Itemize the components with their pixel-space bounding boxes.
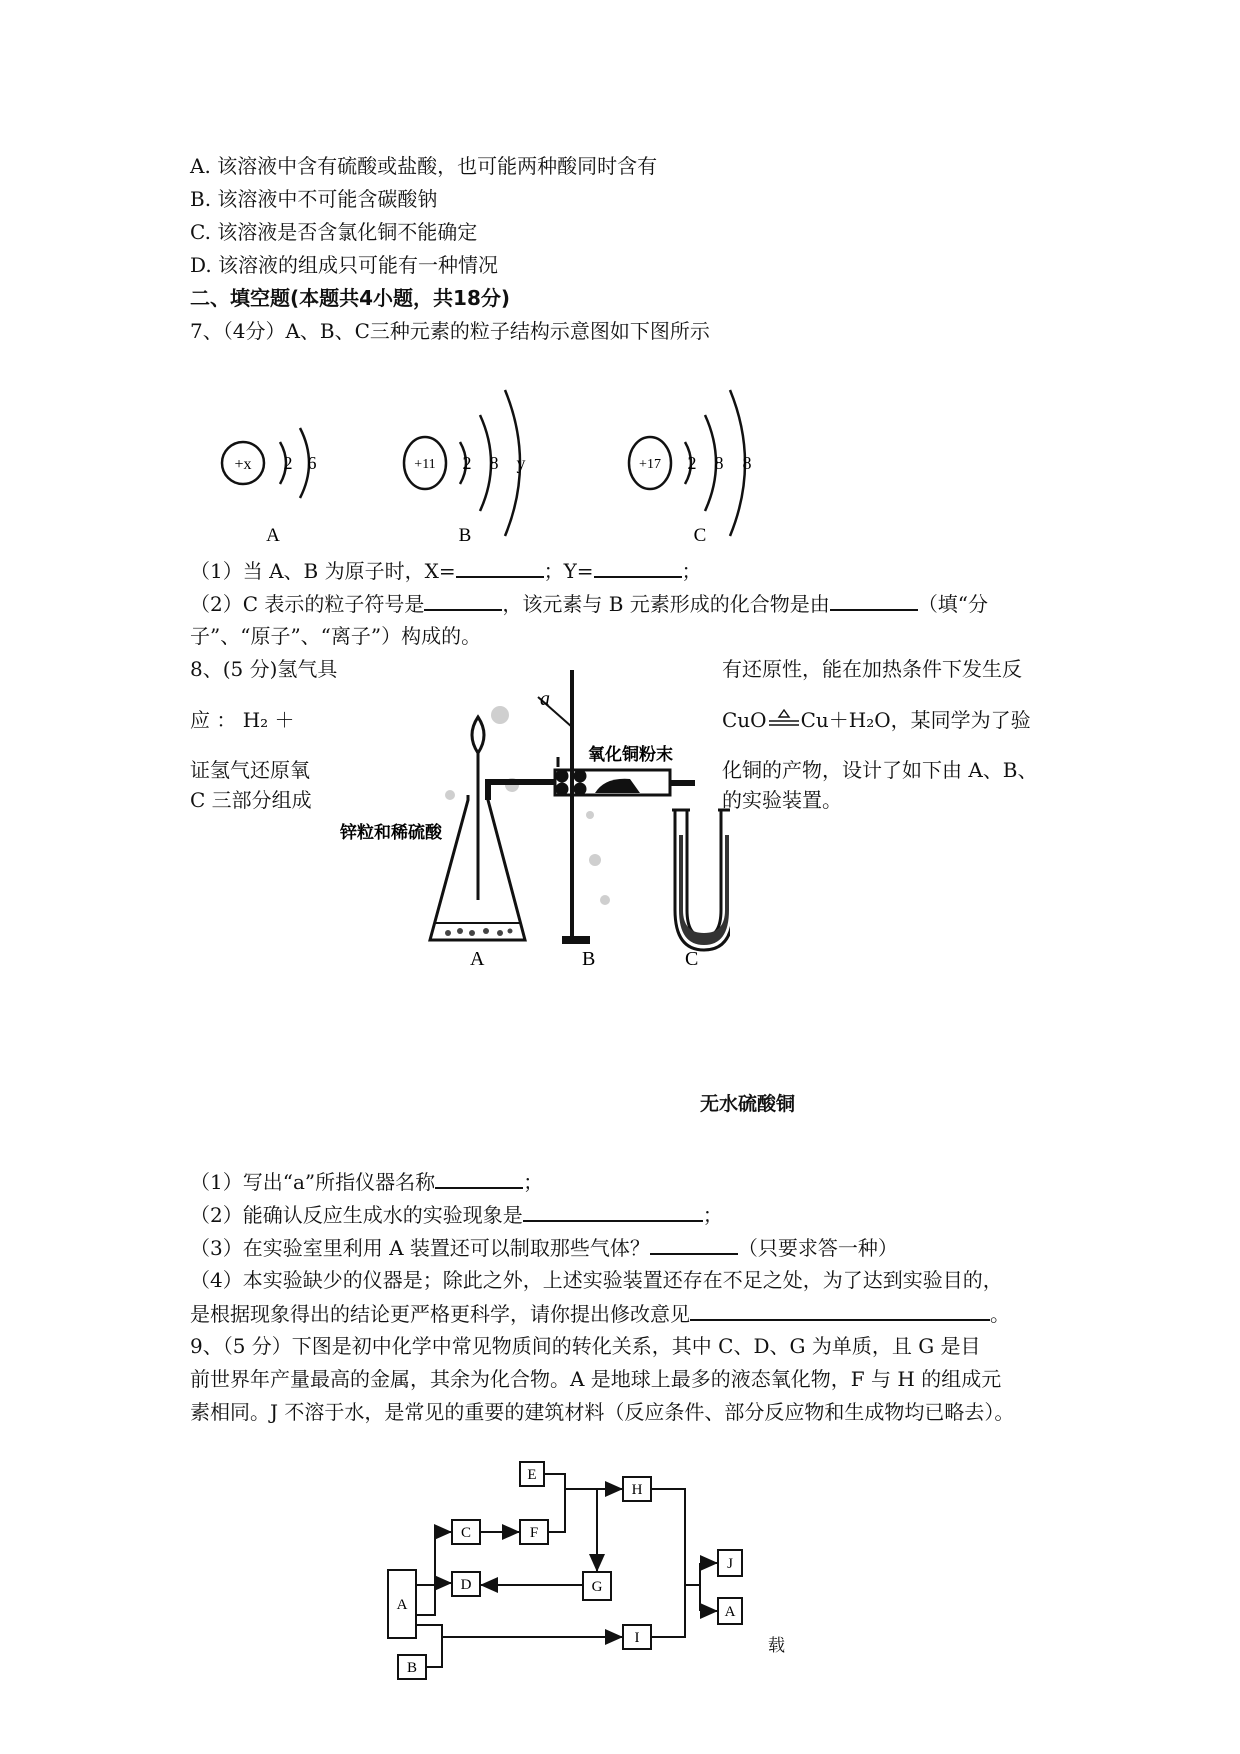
zinc-granules (445, 928, 513, 936)
q8-sub1 (190, 1167, 543, 1196)
atom-b-shell-3: y (516, 453, 526, 473)
answer-blank-x[interactable] (456, 556, 544, 578)
copper-oxide-powder (595, 779, 640, 793)
equation-reactant: CuO (722, 708, 767, 732)
answer-blank-instrument[interactable] (435, 1167, 523, 1189)
flask-a (430, 717, 525, 940)
q7-p1-text-b: ；Y= (543, 559, 594, 583)
answer-blank-y[interactable] (594, 556, 682, 578)
q7-stem: 7、（4分）A、B、C三种元素的粒子结构示意图如下图所示 (190, 319, 710, 343)
delivery-tube (488, 782, 555, 800)
atom-c-shell-3: 8 (742, 453, 752, 473)
q7-p2-text-b: ，该元素与 B 元素形成的化合物是由 (502, 592, 830, 616)
atom-a-nucleus: +x (234, 456, 252, 473)
pointer-a-label: a (540, 688, 550, 710)
answer-blank-gas[interactable] (650, 1233, 738, 1255)
atom-b-nucleus: +11 (414, 457, 436, 472)
stray-character: 载 (768, 1636, 785, 1656)
node-h: H (631, 1482, 643, 1498)
atom-c-nucleus: +17 (639, 457, 661, 472)
option-a: A. 该溶液中含有硫酸或盐酸，也可能两种酸同时含有 (190, 154, 658, 178)
apparatus-diagram (340, 665, 730, 970)
q8-left-3: 证氢气还原氧 (190, 758, 310, 782)
q7-part2 (190, 589, 988, 618)
atom-a-shell-2: 6 (307, 453, 317, 473)
connector-lines (416, 1474, 718, 1667)
q8-sub4-line1: （4）本实验缺少的仪器是；除此之外，上述实验装置还存在不足之处，为了达到实验目的， (190, 1268, 1003, 1292)
iron-stand (558, 670, 590, 940)
u-tube-label: 无水硫酸铜 (700, 1093, 796, 1115)
q7-p1-text-a: （1）当 A、B 为原子时，X= (190, 559, 456, 583)
node-e: E (527, 1467, 537, 1483)
q8-right-1: 有还原性，能在加热条件下发生反 (722, 657, 1022, 681)
q9-line1: 9、（5 分）下图是初中化学中常见物质间的转化关系，其中 C、D、G 为单质，且 G 是目 (190, 1334, 981, 1358)
q8-s1-text-a: （1）写出“a”所指仪器名称 (190, 1170, 436, 1194)
scan-noise (445, 706, 610, 905)
conversion-flowchart (380, 1450, 800, 1690)
atom-c-label: C (693, 525, 707, 546)
atom-a-label: A (266, 525, 280, 546)
node-j: J (727, 1556, 733, 1572)
node-g: G (591, 1579, 603, 1595)
powder-label: 氧化铜粉末 (588, 745, 673, 764)
q7-p1-text-c: ； (681, 559, 702, 583)
q7-p2-text-a: （2）C 表示的粒子符号是 (190, 592, 425, 616)
part-label-c: C (685, 948, 699, 970)
atom-c-shell-2: 8 (714, 453, 724, 473)
q8-s1-text-b: ； (523, 1170, 544, 1194)
part-label-a: A (470, 948, 485, 970)
atom-b-label: B (458, 525, 472, 546)
answer-blank-suggestion[interactable] (690, 1299, 990, 1321)
q8-s4-text-a: 是根据现象得出的结论更严格更科学，请你提出修改意见 (190, 1302, 690, 1326)
option-d: D. 该溶液的组成只可能有一种情况 (190, 253, 499, 277)
node-d: D (460, 1577, 472, 1593)
heating-condition-arrow (767, 709, 801, 729)
q8-s2-text-b: ； (702, 1203, 723, 1227)
q9-line3: 素相同。J 不溶于水，是常见的重要的建筑材料（反应条件、部分反应物和生成物均已略去）。 (190, 1400, 1015, 1424)
q8-left-4: C 三部分组成 (190, 788, 312, 812)
node-c: C (460, 1525, 472, 1541)
node-a-product: A (724, 1604, 736, 1620)
option-b: B. 该溶液中不可能含碳酸钠 (190, 187, 438, 211)
q8-right-3: 化铜的产物，设计了如下由 A、B、 (722, 758, 1038, 782)
q8-equation (722, 706, 1031, 734)
answer-blank-symbol[interactable] (424, 589, 502, 611)
node-b: B (406, 1660, 418, 1676)
node-f: F (529, 1525, 539, 1541)
atom-b-shell-2: 8 (489, 453, 499, 473)
answer-blank-composition[interactable] (830, 589, 918, 611)
q8-left-1: 8、(5 分)氢气具 (190, 657, 338, 681)
part-label-b: B (582, 948, 596, 970)
q7-p2-text-c: （填“分 (917, 592, 989, 616)
q7-part1 (190, 556, 702, 585)
atom-c-shell-1: 2 (687, 453, 697, 473)
q7-part2-cont: 子”、“原子”、“离子”）构成的。 (190, 624, 482, 648)
q8-sub4-line2 (190, 1299, 1010, 1328)
q8-s3-text-a: （3）在实验室里利用 A 装置还可以制取那些气体？ (190, 1236, 650, 1260)
reagent-label: 锌粒和稀硫酸 (340, 823, 442, 842)
q8-s2-text-a: （2）能确认反应生成水的实验现象是 (190, 1203, 523, 1227)
q8-right-4: 的实验装置。 (722, 788, 842, 812)
option-c: C. 该溶液是否含氯化铜不能确定 (190, 220, 478, 244)
q8-sub2 (190, 1200, 723, 1229)
node-a: A (396, 1597, 408, 1613)
atom-a-shell-1: 2 (283, 453, 293, 473)
section-heading: 二、填空题(本题共4小题，共18分) (190, 286, 511, 310)
q8-s3-text-b: （只要求答一种） (737, 1236, 898, 1260)
node-i: I (634, 1630, 640, 1646)
q8-sub3 (190, 1233, 898, 1262)
q8-left-2: 应 ： H₂ ＋ (190, 708, 295, 732)
equation-products: Cu＋H₂O，某同学为了验 (800, 708, 1031, 732)
atom-structure-diagram (200, 370, 800, 550)
q9-line2: 前世界年产量最高的金属，其余为化合物。A 是地球上最多的液态氧化物，F 与 H 的组成元 (190, 1367, 1002, 1391)
atom-b-shell-1: 2 (462, 453, 472, 473)
q8-s4-text-end: 。 (990, 1302, 1010, 1326)
answer-blank-phenomenon[interactable] (523, 1200, 703, 1222)
